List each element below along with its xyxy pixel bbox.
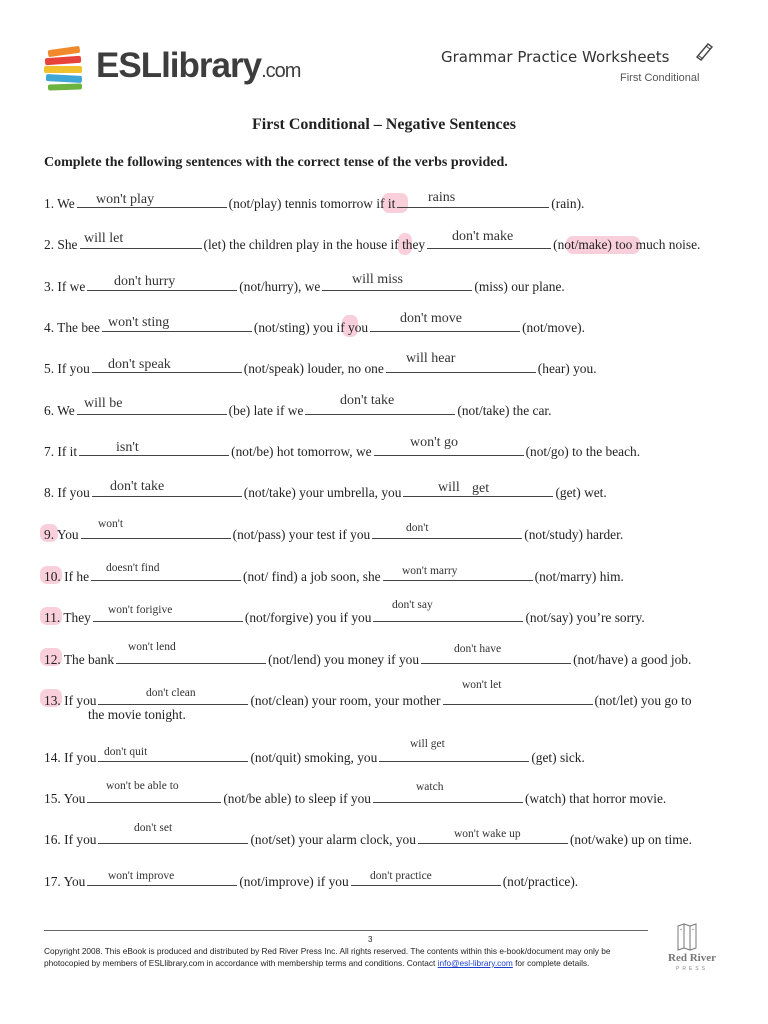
answer-text: will hear xyxy=(406,351,456,366)
exercise-item: 13. If you (not/clean) your room, your mother (not/let) you go to xyxy=(44,693,692,708)
answer-text: don't quit xyxy=(104,746,148,758)
exercise-item: 8. If you (not/take) your umbrella, you (get) wet. xyxy=(44,485,607,500)
answer-text: won't be able to xyxy=(106,780,179,792)
logo-wordmark: ESLlibrary.com xyxy=(96,46,301,85)
publisher-subtitle: PRESS xyxy=(676,966,708,972)
exercise-item: 11. They (not/forgive) you if you (not/say) you’re sorry. xyxy=(44,610,645,625)
exercise-item: 12. The bank (not/lend) you money if you (not/have) a good job. xyxy=(44,652,692,667)
exercise-item: 7. If it (not/be) hot tomorrow, we (not/go) to the beach. xyxy=(44,444,641,459)
answer-text: will get xyxy=(410,738,445,750)
answer-text: don't speak xyxy=(108,357,171,372)
answer-text: don't clean xyxy=(146,687,196,699)
answer-text: isn't xyxy=(116,440,139,455)
footer-divider xyxy=(44,930,648,931)
answer-text: won't marry xyxy=(402,565,458,577)
header-subtitle: First Conditional xyxy=(620,72,700,84)
exercise-item: 2. She (let) the children play in the house if they (not/make) too much noise. xyxy=(44,237,701,252)
answer-text: will miss xyxy=(352,272,403,287)
copyright-notice: Copyright 2008. This eBook is produced and distributed by Red River Press Inc. All rights reserved. The contents within this e-book/document may only be photocopied by members of ESLlibrary.com in accordance with membership terms and conditions. Contact info@esl-library.com for complete details. xyxy=(44,946,611,968)
answer-text: will xyxy=(438,480,460,495)
answer-text: watch xyxy=(416,781,444,793)
answer-text: rains xyxy=(428,190,456,205)
exercise-item: 15. You (not/be able) to sleep if you (watch) that horror movie. xyxy=(44,791,667,806)
esl-library-logo xyxy=(42,44,102,94)
answer-text: won't improve xyxy=(108,870,175,882)
exercise-item: 3. If we (not/hurry), we (miss) our plane. xyxy=(44,279,565,294)
exercise-item: 17. You (not/improve) if you (not/practice). xyxy=(44,874,579,889)
exercise-item: 14. If you (not/quit) smoking, you (get) sick. xyxy=(44,750,585,765)
answer-text: won't sting xyxy=(108,315,170,330)
answer-text: don't move xyxy=(400,311,463,326)
publisher-name: Red River xyxy=(668,952,716,964)
header-title: Grammar Practice Worksheets xyxy=(441,48,670,66)
exercise-item-continuation: the movie tonight. xyxy=(88,707,186,722)
book-icon xyxy=(668,922,708,952)
answer-text: won't xyxy=(98,518,124,530)
pencil-icon xyxy=(694,40,716,62)
worksheet-title: First Conditional – Negative Sentences xyxy=(252,116,516,133)
exercise-item: 9. You (not/pass) your test if you (not/study) harder. xyxy=(44,527,624,542)
answer-text: don't set xyxy=(134,822,173,834)
exercise-item: 16. If you (not/set) your alarm clock, you (not/wake) up on time. xyxy=(44,832,692,847)
exercise-item: 6. We (be) late if we (not/take) the car. xyxy=(44,403,552,418)
answer-text: won't play xyxy=(96,192,155,207)
answer-text: don't say xyxy=(392,599,433,611)
answer-text: will let xyxy=(84,231,124,246)
exercise-item: 5. If you (not/speak) louder, no one (hear) you. xyxy=(44,361,597,376)
answer-text: won't forigive xyxy=(108,604,173,616)
answer-text: won't wake up xyxy=(454,828,521,840)
exercise-item: 4. The bee (not/sting) you if you (not/move). xyxy=(44,320,585,335)
answer-text: don't hurry xyxy=(114,274,176,289)
answer-text: won't let xyxy=(462,679,502,691)
answer-text: doesn't find xyxy=(106,562,160,574)
instructions: Complete the following sentences with the correct tense of the verbs provided. xyxy=(44,155,508,170)
page-number: 3 xyxy=(368,935,373,944)
answer-text: don't make xyxy=(452,229,514,244)
answer-text: don't xyxy=(406,522,429,534)
answer-text: won't go xyxy=(410,435,459,450)
answer-text: don't take xyxy=(110,479,165,494)
answer-text: don't take xyxy=(340,393,395,408)
exercise-item: 10. If he (not/ find) a job soon, she (not/marry) him. xyxy=(44,569,624,584)
answer-text: don't practice xyxy=(370,870,432,882)
answer-text: won't lend xyxy=(128,641,176,653)
contact-email-link[interactable]: info@esl-library.com xyxy=(437,958,513,968)
answer-text: will be xyxy=(84,396,123,411)
answer-text: don't have xyxy=(454,643,502,655)
answer-text: get xyxy=(472,481,490,496)
exercise-item: 1. We (not/play) tennis tomorrow if it (rain). xyxy=(44,196,585,211)
